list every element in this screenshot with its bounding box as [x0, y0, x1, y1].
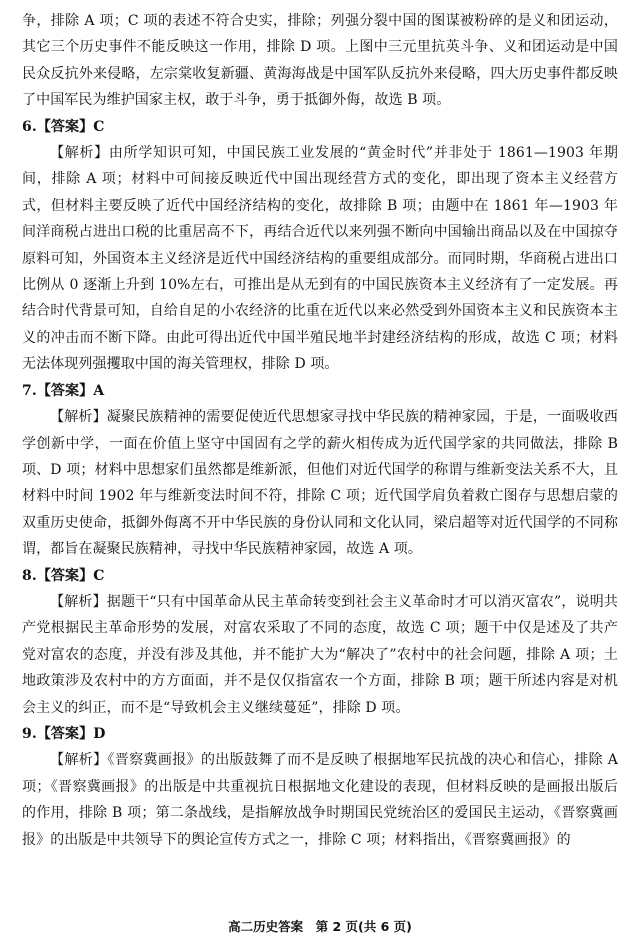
question-7-answer: 7.【答案】A: [22, 382, 105, 399]
question-8-analysis: 【解析】据题干“只有中国革命从民主革命转变到社会主义革命时才可以消灭富农”，说明共产党根据民主革命形势的发展，对富农采取了不同的态度，故选 C 项；题干中仅是述及了共产党对富农的态度，并没有涉及其他，并不能扩大为“解决了”农村中的社会问题，排除 A 项；土地政策涉及农村中的方方面面，并不是仅仅指富农一个方面，排除 B 项；题干所述内容是对机会主义的纠正，而不是“导致机会主义继续蔓延”，排除 D 项。: [22, 593, 618, 716]
document-page: [22, 8, 618, 853]
question-9-answer: 9.【答案】D: [22, 725, 106, 742]
question-6-answer: 6.【答案】C: [22, 118, 105, 135]
continued-analysis-paragraph: 争，排除 A 项；C 项的表述不符合史实，排除；列强分裂中国的图谋被粉碎的是义和团运动，其它三个历史事件不能反映这一作用，排除 D 项。上图中三元里抗英斗争、义和团运动是中国民众反抗外来侵略，左宗棠收复新疆、黄海海战是中国军队反抗外来侵略，四大历史事件都反映了中国军民为维护国家主权，敢于斗争，勇于抵御外侮，故选 B 项。: [22, 13, 618, 109]
page-footer: 高二历史答案 第 2 页(共 6 页): [228, 919, 412, 934]
question-9-analysis: 【解析】《晋察冀画报》的出版鼓舞了而不是反映了根据地军民抗战的决心和信心，排除 A 项；《晋察冀画报》的出版是中共重视抗日根据地文化建设的表现，但材料反映的是画报出版后的作用，排除 B 项；第二条战线，是指解放战争时期国民党统治区的爱国民主运动，《晋察冀画报》的出版是中共领导下的舆论宣传方式之一，排除 C 项；材料指出，《晋察冀画报》的: [22, 752, 618, 848]
question-8-answer: 8.【答案】C: [22, 567, 105, 584]
question-7-analysis: 【解析】凝聚民族精神的需要促使近代思想家寻找中华民族的精神家园，于是，一面吸收西学创新中学，一面在价值上坚守中国固有之学的薪火相传成为近代国学家的共同做法，排除 B 项、D 项；材料中思想家们虽然都是维新派，但他们对近代国学的称谓与维新变法关系不大，且材料中时间 1902 年与维新变法时间不符，排除 C 项；近代国学肩负着救亡图存与思想启蒙的双重历史使命，抵御外侮离不开中华民族的身份认同和文化认同，梁启超等对近代国学的不同称谓，都旨在凝聚民族精神，寻找中华民族精神家园，故选 A 项。: [22, 409, 618, 558]
question-6-analysis: 【解析】由所学知识可知，中国民族工业发展的“黄金时代”并非处于 1861—1903 年期间，排除 A 项；材料中可间接反映近代中国出现经营方式的变化，即出现了资本主义经营方式，但材料主要反映了近代中国经济结构的变化，故排除 B 项；由题中在 1861 年—1903 年间洋商税占进出口税的比重居高不下，再结合近代以来列强不断向中国输出商品以及在中国掠夺原料可知，外国资本主义经济是近代中国经济结构的重要组成部分。而同时期，华商税占进出口比例从 0 逐渐上升到 10%左右，可推出是从无到有的中国民族资本主义经济有了一定发展。再结合时代背景可知，自给自足的小农经济的比重在近代以来必然受到外国资本主义和民族资本主义的冲击而不断下降。由此可得出近代中国半殖民地半封建经济结构的形成，故选 C 项；材料无法体现列强攫取中国的海关管理权，排除 D 项。: [22, 145, 618, 373]
